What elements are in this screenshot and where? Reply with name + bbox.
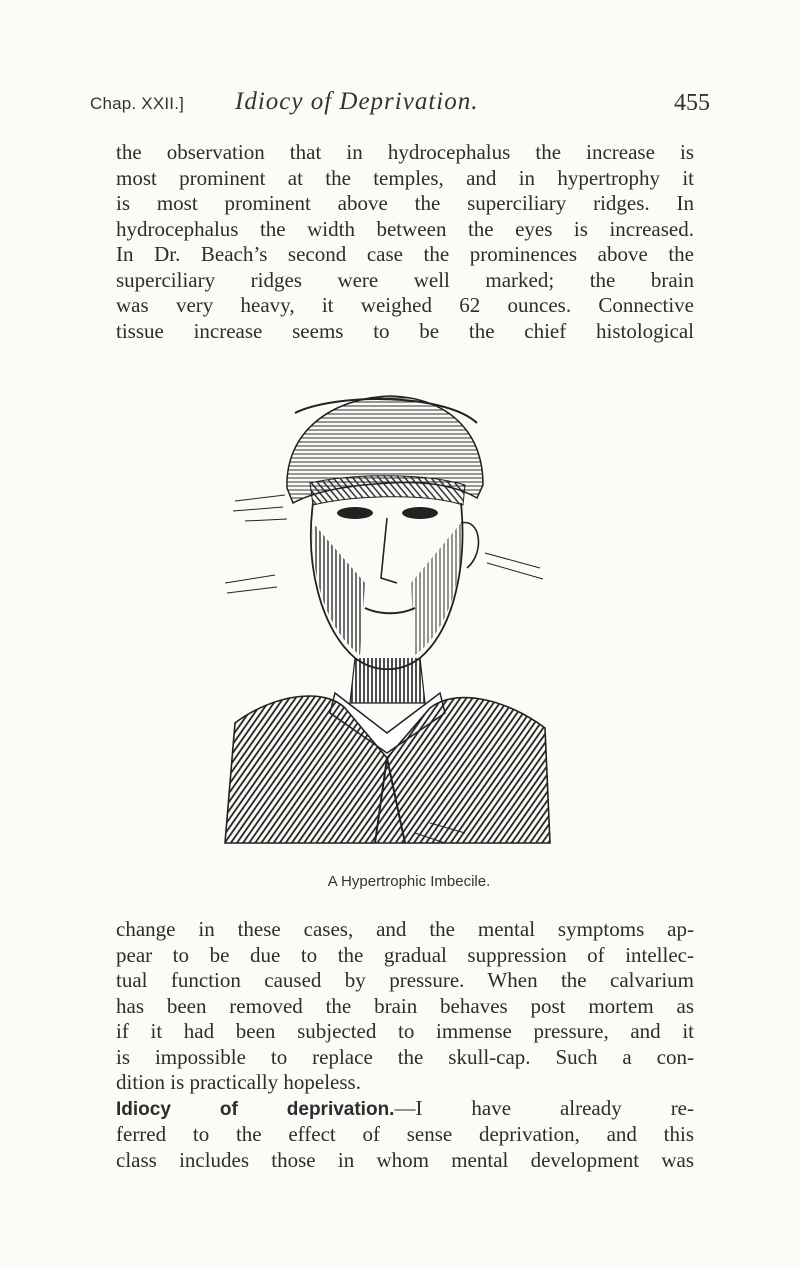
section-start-line (116, 1096, 694, 1123)
text-line: has been removed the brain behaves post mortem as (116, 993, 694, 1018)
portrait-engraving (215, 393, 560, 853)
text-line: ferred to the effect of sense deprivation, and this (116, 1122, 694, 1146)
text-line: if it had been subjected to immense pressure, and it (116, 1019, 694, 1043)
text-line: pear to be due to the gradual suppression of intellec- (116, 942, 694, 967)
paragraph-1 (116, 140, 694, 344)
running-title: Idiocy of Deprivation. (235, 88, 479, 115)
text-line: was very heavy, it weighed 62 ounces. Connective (116, 293, 694, 317)
text-line: tissue increase seems to be the chief histological (116, 318, 694, 343)
text-line: superciliary ridges were well marked; the brain (116, 267, 694, 292)
chapter-label: Chap. XXII.] (90, 94, 185, 113)
section-heading: Idiocy of deprivation. (116, 1098, 395, 1120)
page-header (90, 88, 710, 128)
section-text: —I have already re- (394, 1095, 694, 1120)
text-line: change in these cases, and the mental symptoms ap- (116, 917, 694, 941)
page-number: 455 (674, 90, 710, 116)
text-line: class includes those in whom mental development was (116, 1147, 694, 1172)
figure-caption (0, 873, 800, 890)
text-line: hydrocephalus the width between the eyes is increased. (116, 216, 694, 241)
text-line: most prominent at the temples, and in hypertrophy it (116, 165, 694, 190)
paragraph-2 (116, 917, 694, 1173)
text-line: the observation that in hydrocephalus the increase is (116, 140, 694, 164)
caption-text: A Hypertrophic Imbecile. (327, 873, 491, 890)
text-line: is most prominent above the superciliary ridges. In (116, 191, 694, 215)
text-line: tual function caused by pressure. When the calvarium (116, 968, 694, 992)
text-line: In Dr. Beach’s second case the prominences above the (116, 242, 694, 266)
text-line: is impossible to replace the skull-cap. Such a con- (116, 1044, 694, 1069)
text-line: dition is practically hopeless. (116, 1070, 361, 1094)
